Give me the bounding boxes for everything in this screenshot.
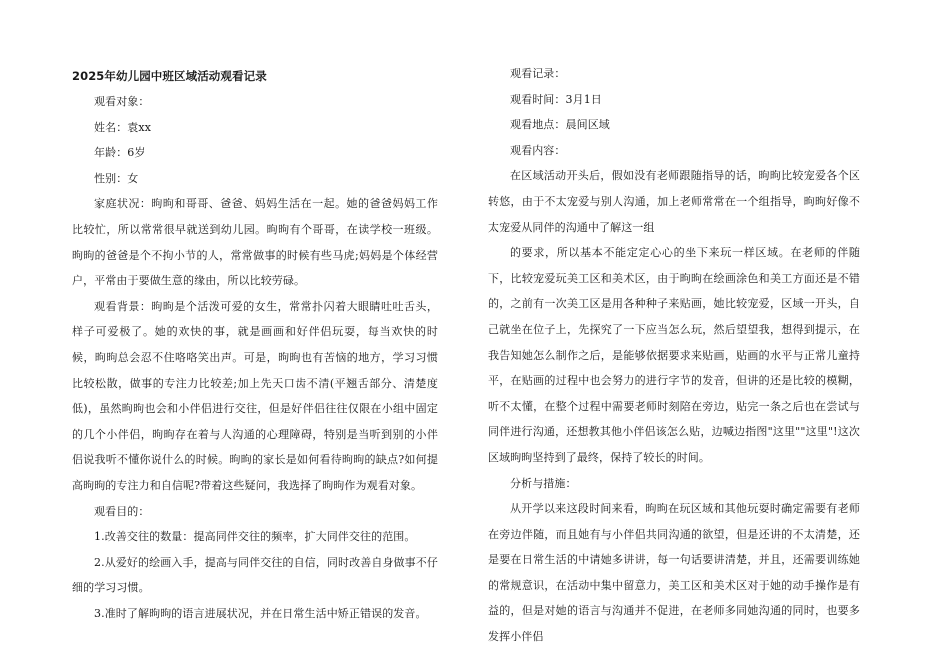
- paragraph-observation-record: 观看记录：: [510, 67, 566, 80]
- paragraph-name: 姓名：袁xx: [94, 120, 152, 134]
- paragraph-gender: 性别：女: [94, 171, 139, 185]
- paragraph-purpose-item-1: 1.改善交往的数量：提高同伴交往的频率，扩大同伴交往的范围。: [94, 530, 416, 544]
- document-title: 2025年幼儿园中班区域活动观看记录: [72, 69, 267, 83]
- paragraph-content-part-1: 在区域活动开头后，假如没有老师跟随指导的话，昫昫比较宠爱各个区转悠，由于不太宠爱与别人沟通，加上老师常常在一个组指导，昫昫好像不太宠爱从同伴的沟通中了解这一组: [488, 169, 860, 234]
- paragraph-purpose-item-3: 3.准时了解昫昫的语言进展状况，并在日常生活中矫正错误的发音。: [94, 606, 427, 620]
- paragraph-content-part-2: 的要求，所以基本不能定定心心的坐下来玩一样区域。在老师的伴随下，比较宠爱玩美工区和美术区，由于昫昫在绘画涂色和美工方面还是不错的，之前有一次美工区是用各种种子来贴画，她比较宠爱，区域一开头，自己就坐在位子上，先探究了一下应当怎么玩，然后望望我，想得到提示，在我告知她怎么制作之后，是能够依据要求来贴画，贴画的水平与正常儿童持平，在贴画的过程中也会努力的进行字节的发音，但讲的还是比较的模糊，听不太懂，在整个过程中需要老师时刻陪在旁边，贴完一条之后也在尝试与同伴进行沟通，还想教其他小伴侣该怎么贴，边喊边指图"这里""这里"!这次区域昫昫坚持到了最终，保持了较长的时间。: [488, 246, 860, 464]
- paragraph-observation-location: 观看地点：晨间区域: [510, 118, 610, 132]
- paragraph-purpose-item-2: 2.从爱好的绘画入手，提高与同伴交往的自信，同时改善自身做事不仔细的学习习惯。: [72, 555, 438, 595]
- paragraph-observation-time: 观看时间：3月1日: [510, 92, 602, 106]
- right-column: [488, 60, 860, 650]
- paragraph-observation-purpose: 观看目的：: [94, 504, 150, 518]
- paragraph-observation-target: 观看对象：: [94, 95, 150, 108]
- left-column: [72, 60, 438, 626]
- paragraph-analysis-body: 从开学以来这段时间来看，昫昫在玩区域和其他玩耍时确定需要有老师在旁边伴随，而且她有与小伴侣共同沟通的欲望，但是还讲的不太清楚，还是要在日常生活的中请她多讲讲，每一句话要讲清楚，并且，还需要训练她的常规意识，在活动中集中留意力，美工区和美术区对于她的动手操作是有益的，但是对她的语言与沟通并不促进，在老师多同她沟通的同时，也要多发挥小伴侣: [488, 502, 860, 644]
- paragraph-family-situation: 家庭状况：昫昫和哥哥、爸爸、妈妈生活在一起。她的爸爸妈妈工作比较忙，所以常常很早就送到幼儿园。昫昫有个哥哥，在读学校一班级。昫昫的爸爸是个不拘小节的人，常常做事的时候有些马虎;妈妈是个体经营户，平常由于要做生意的缘由，所以比较劳碌。: [72, 197, 438, 288]
- paragraph-observation-background: 观看背景：昫昫是个活泼可爱的女生，常常扑闪着大眼睛吐吐舌头，样子可爱极了。她的欢快的事，就是画画和好伴侣玩耍，每当欢快的时候，昫昫总会忍不住咯咯笑出声。可是，昫昫也有苦恼的地方，学习习惯比较松散，做事的专注力比较差;加上先天口齿不清(平翘舌部分、清楚度低)，虽然昫昫也会和小伴侣进行交往，但是好伴侣往往仅限在小组中固定的几个小伴侣，昫昫存在着与人沟通的心理障碍，特别是当听到别的小伴侣说我听不懂你说什么的时候。昫昫的家长是如何看待昫昫的缺点?如何提高昫昫的专注力和自信呢?带着这些疑问，我选择了昫昫作为观看对象。: [72, 299, 438, 492]
- paragraph-age: 年龄：6岁: [94, 146, 146, 160]
- paragraph-observation-content: 观看内容：: [510, 143, 566, 157]
- paragraph-analysis-heading: 分析与措施：: [510, 476, 577, 490]
